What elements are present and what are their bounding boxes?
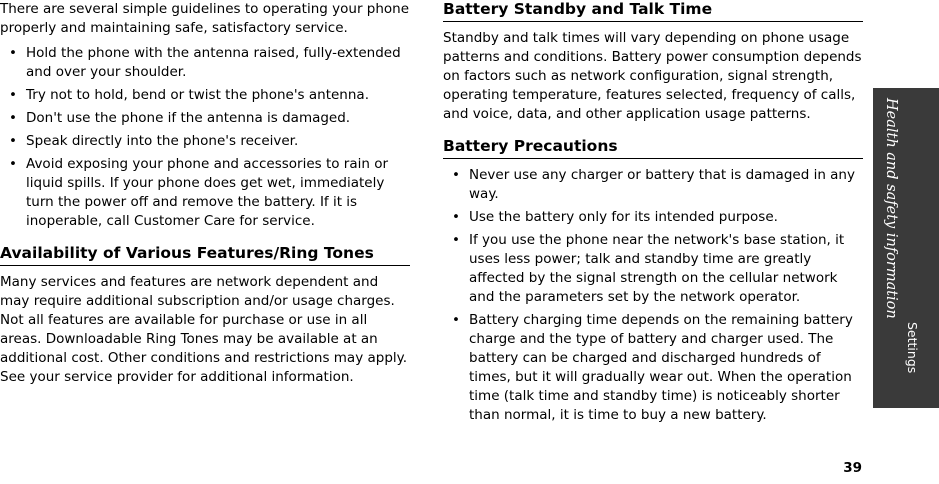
list-item [0, 132, 410, 151]
list-item-text: Don't use the phone if the antenna is damaged. [26, 110, 351, 126]
battery-precautions-list [443, 166, 863, 425]
heading-availability-wrap [0, 244, 410, 266]
list-item [0, 155, 410, 231]
bullet-icon: • [9, 87, 17, 103]
bullet-icon: • [452, 167, 460, 183]
list-item-text: Speak directly into the phone's receiver. [26, 133, 299, 149]
list-item [443, 311, 863, 425]
chapter-section-label: Settings [905, 322, 920, 374]
bullet-icon: • [9, 133, 17, 149]
list-item-text: Hold the phone with the antenna raised, fully-extended and over your shoulder. [26, 45, 401, 80]
list-item [443, 231, 863, 307]
heading-availability: Availability of Various Features/Ring Tones [0, 244, 410, 266]
bullet-icon: • [452, 232, 460, 248]
availability-paragraph: Many services and features are network dependent and may require additional subscription and/or usage charges. Not all features are available for purchase or use in all areas. Downloadable Ring Tones may be available at an additional cost. Other conditions and restrictions may apply. See your service provider for additional information. [0, 274, 407, 385]
bullet-icon: • [452, 312, 460, 328]
left-column [0, 0, 410, 387]
heading-battery-standby: Battery Standby and Talk Time [443, 0, 863, 22]
list-item-text: If you use the phone near the network's base station, it uses less power; talk and standby time are greatly affected by the signal strength on the cellular network and the parameters set by the network operator. [469, 232, 845, 305]
list-item-text: Use the battery only for its intended purpose. [469, 209, 778, 225]
bullet-icon: • [9, 45, 17, 61]
list-item [443, 208, 863, 227]
heading-battery-precautions: Battery Precautions [443, 137, 863, 159]
guidelines-list [0, 44, 410, 231]
bullet-icon: • [9, 110, 17, 126]
right-column [443, 0, 863, 429]
chapter-title: Health and safety information [883, 98, 899, 319]
bullet-icon: • [452, 209, 460, 225]
list-item [0, 109, 410, 128]
list-item-text: Battery charging time depends on the remaining battery charge and the type of battery and charger used. The battery can be charged and discharged hundreds of times, but it will gradually wear out. When the operation time (talk time and standby time) is noticeably shorter than normal, it is time to buy a new battery. [469, 312, 853, 423]
page-number: 39 [843, 460, 862, 476]
list-item [0, 86, 410, 105]
list-item [443, 166, 863, 204]
heading-battery-precautions-wrap [443, 137, 863, 159]
bullet-icon: • [9, 156, 17, 172]
battery-standby-paragraph: Standby and talk times will vary depending on phone usage patterns and conditions. Battery power consumption depends on factors such as network configuration, signal strength, operating temperature, features selected, frequency of calls, and voice, data, and other application usage patterns. [443, 30, 862, 122]
list-item-text: Try not to hold, bend or twist the phone's antenna. [26, 87, 369, 103]
heading-battery-standby-wrap [443, 0, 863, 22]
intro-paragraph: There are several simple guidelines to operating your phone properly and maintaining safe, satisfactory service. [0, 1, 410, 36]
list-item-text: Never use any charger or battery that is damaged in any way. [469, 167, 855, 202]
list-item-text: Avoid exposing your phone and accessories to rain or liquid spills. If your phone does get wet, immediately turn the power off and remove the battery. If it is inoperable, call Customer Care for service. [26, 156, 389, 229]
list-item [0, 44, 410, 82]
chapter-side-tab [873, 88, 939, 408]
